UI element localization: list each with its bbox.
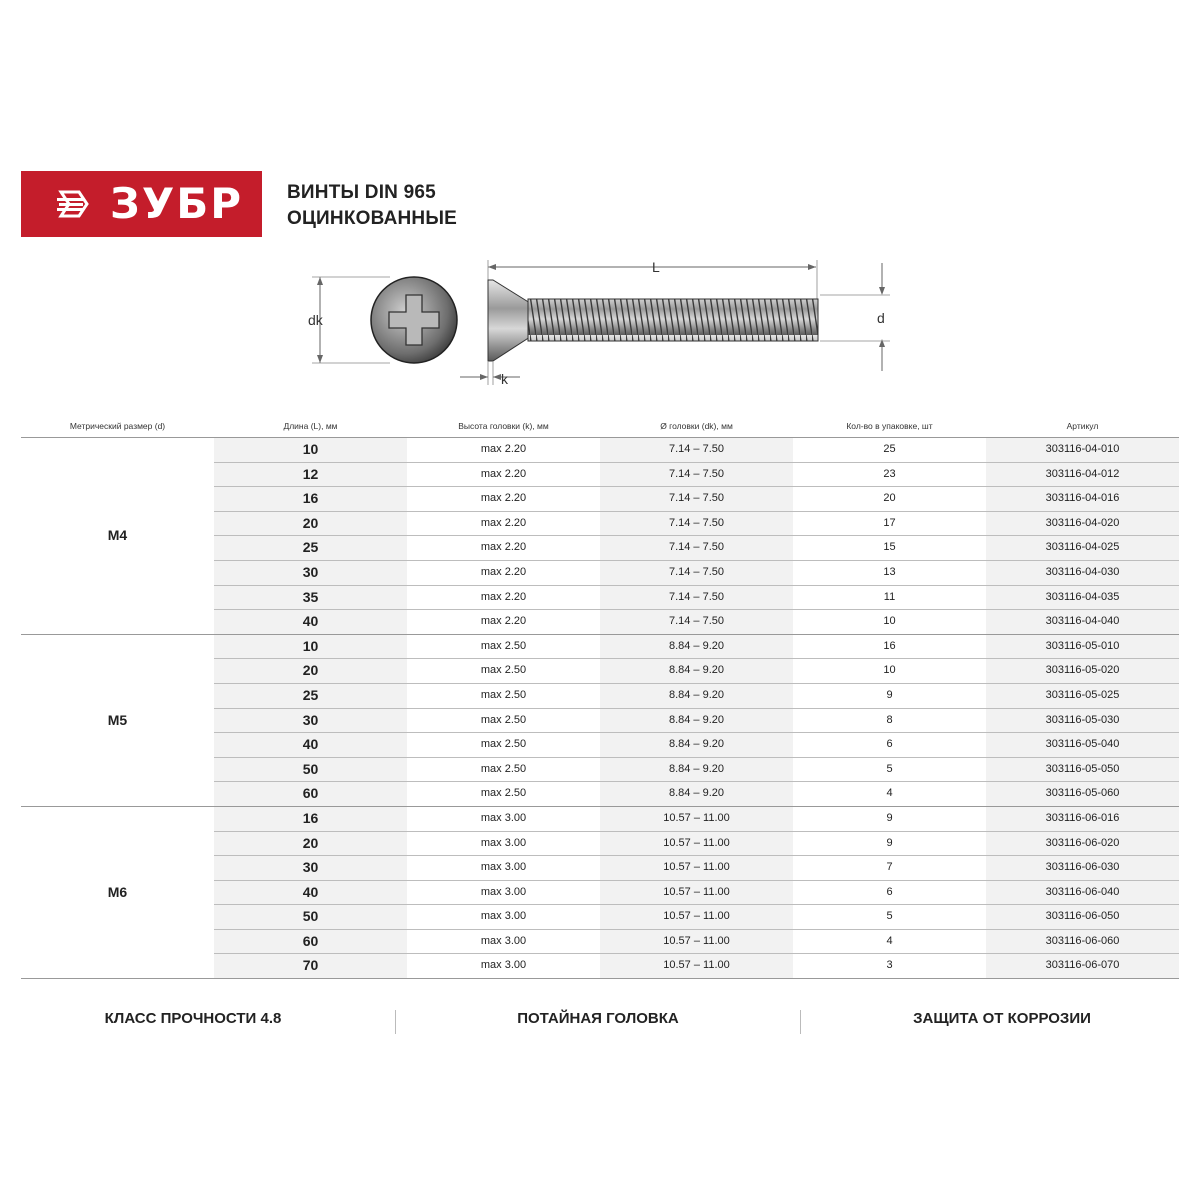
pack-quantity-cell: 6 (793, 733, 986, 758)
head-diameter-cell: 7.14 – 7.50 (600, 487, 793, 512)
article-cell: 303116-04-020 (986, 511, 1179, 536)
column-header: Метрический размер (d) (21, 415, 214, 438)
head-diameter-cell: 7.14 – 7.50 (600, 438, 793, 463)
length-cell: 30 (214, 708, 407, 733)
article-cell: 303116-06-040 (986, 880, 1179, 905)
dimension-label-head-height: k (501, 371, 508, 387)
head-height-cell: max 3.00 (407, 905, 600, 930)
head-diameter-cell: 7.14 – 7.50 (600, 560, 793, 585)
pack-quantity-cell: 4 (793, 782, 986, 807)
length-cell: 35 (214, 585, 407, 610)
head-diameter-cell: 10.57 – 11.00 (600, 806, 793, 831)
head-height-cell: max 2.50 (407, 733, 600, 758)
pack-quantity-cell: 10 (793, 659, 986, 684)
length-cell: 40 (214, 733, 407, 758)
pack-quantity-cell: 11 (793, 585, 986, 610)
head-height-cell: max 3.00 (407, 929, 600, 954)
head-diameter-cell: 10.57 – 11.00 (600, 856, 793, 881)
article-cell: 303116-04-040 (986, 610, 1179, 635)
head-height-cell: max 2.20 (407, 585, 600, 610)
head-diameter-cell: 10.57 – 11.00 (600, 929, 793, 954)
article-cell: 303116-04-012 (986, 462, 1179, 487)
head-diameter-cell: 8.84 – 9.20 (600, 782, 793, 807)
article-cell: 303116-05-050 (986, 757, 1179, 782)
product-title (287, 180, 457, 232)
head-height-cell: max 3.00 (407, 856, 600, 881)
column-header: Кол-во в упаковке, шт (793, 415, 986, 438)
head-height-cell: max 2.20 (407, 610, 600, 635)
head-diameter-cell: 8.84 – 9.20 (600, 634, 793, 659)
feature-corrosion-protection: ЗАЩИТА ОТ КОРРОЗИИ (913, 1010, 1091, 1027)
length-cell: 40 (214, 610, 407, 635)
head-height-cell: max 2.50 (407, 634, 600, 659)
length-cell: 60 (214, 782, 407, 807)
length-cell: 16 (214, 487, 407, 512)
pack-quantity-cell: 3 (793, 954, 986, 979)
length-cell: 10 (214, 438, 407, 463)
article-cell: 303116-04-016 (986, 487, 1179, 512)
head-height-cell: max 2.20 (407, 438, 600, 463)
article-cell: 303116-04-035 (986, 585, 1179, 610)
length-cell: 16 (214, 806, 407, 831)
pack-quantity-cell: 4 (793, 929, 986, 954)
pack-quantity-cell: 6 (793, 880, 986, 905)
feature-strip (0, 1010, 1200, 1036)
feature-strength-class: КЛАСС ПРОЧНОСТИ 4.8 (104, 1010, 282, 1027)
head-height-cell: max 3.00 (407, 806, 600, 831)
feature-divider (395, 1010, 396, 1034)
screw-drawing (290, 255, 910, 395)
head-diameter-cell: 10.57 – 11.00 (600, 880, 793, 905)
head-diameter-cell: 8.84 – 9.20 (600, 708, 793, 733)
article-cell: 303116-06-060 (986, 929, 1179, 954)
screw-diagram (290, 255, 910, 395)
head-diameter-cell: 8.84 – 9.20 (600, 733, 793, 758)
pack-quantity-cell: 9 (793, 683, 986, 708)
pack-quantity-cell: 5 (793, 905, 986, 930)
pack-quantity-cell: 9 (793, 831, 986, 856)
article-cell: 303116-06-016 (986, 806, 1179, 831)
article-cell: 303116-06-070 (986, 954, 1179, 979)
article-cell: 303116-05-020 (986, 659, 1179, 684)
head-diameter-cell: 7.14 – 7.50 (600, 462, 793, 487)
table-row (21, 438, 1179, 463)
pack-quantity-cell: 20 (793, 487, 986, 512)
head-diameter-cell: 8.84 – 9.20 (600, 683, 793, 708)
metric-size-cell: M6 (21, 806, 214, 978)
length-cell: 20 (214, 659, 407, 684)
brand-name: ЗУБР (110, 179, 244, 228)
dimension-label-length: L (652, 259, 660, 275)
product-title-line1: ВИНТЫ DIN 965 (287, 182, 436, 203)
article-cell: 303116-06-050 (986, 905, 1179, 930)
article-cell: 303116-05-040 (986, 733, 1179, 758)
article-cell: 303116-06-030 (986, 856, 1179, 881)
table-row (21, 806, 1179, 831)
head-diameter-cell: 8.84 – 9.20 (600, 757, 793, 782)
length-cell: 12 (214, 462, 407, 487)
pack-quantity-cell: 13 (793, 560, 986, 585)
length-cell: 25 (214, 536, 407, 561)
head-diameter-cell: 7.14 – 7.50 (600, 536, 793, 561)
head-diameter-cell: 7.14 – 7.50 (600, 585, 793, 610)
head-height-cell: max 2.50 (407, 683, 600, 708)
column-header: Длина (L), мм (214, 415, 407, 438)
head-height-cell: max 2.50 (407, 708, 600, 733)
article-cell: 303116-05-025 (986, 683, 1179, 708)
feature-divider (800, 1010, 801, 1034)
pack-quantity-cell: 9 (793, 806, 986, 831)
pack-quantity-cell: 5 (793, 757, 986, 782)
table-header-row (21, 415, 1179, 438)
length-cell: 25 (214, 683, 407, 708)
length-cell: 20 (214, 831, 407, 856)
head-height-cell: max 2.20 (407, 560, 600, 585)
length-cell: 40 (214, 880, 407, 905)
article-cell: 303116-04-030 (986, 560, 1179, 585)
article-cell: 303116-05-030 (986, 708, 1179, 733)
length-cell: 60 (214, 929, 407, 954)
dimension-label-head-diameter: dk (308, 312, 323, 328)
head-height-cell: max 2.50 (407, 659, 600, 684)
head-height-cell: max 3.00 (407, 954, 600, 979)
length-cell: 30 (214, 560, 407, 585)
brand-emblem-icon (57, 188, 103, 220)
article-cell: 303116-05-010 (986, 634, 1179, 659)
dimension-label-diameter: d (877, 310, 885, 326)
pack-quantity-cell: 10 (793, 610, 986, 635)
brand-logo (21, 171, 262, 237)
head-diameter-cell: 10.57 – 11.00 (600, 905, 793, 930)
pack-quantity-cell: 15 (793, 536, 986, 561)
head-height-cell: max 2.50 (407, 782, 600, 807)
pack-quantity-cell: 7 (793, 856, 986, 881)
feature-countersunk-head: ПОТАЙНАЯ ГОЛОВКА (517, 1010, 679, 1027)
length-cell: 10 (214, 634, 407, 659)
length-cell: 20 (214, 511, 407, 536)
column-header: Высота головки (k), мм (407, 415, 600, 438)
pack-quantity-cell: 17 (793, 511, 986, 536)
spec-table (21, 415, 1179, 979)
head-height-cell: max 3.00 (407, 880, 600, 905)
head-height-cell: max 2.20 (407, 487, 600, 512)
head-height-cell: max 2.20 (407, 462, 600, 487)
product-title-line2: ОЦИНКОВАННЫЕ (287, 208, 458, 229)
pack-quantity-cell: 25 (793, 438, 986, 463)
head-diameter-cell: 7.14 – 7.50 (600, 511, 793, 536)
table-row (21, 634, 1179, 659)
head-height-cell: max 2.20 (407, 536, 600, 561)
pack-quantity-cell: 16 (793, 634, 986, 659)
metric-size-cell: M4 (21, 438, 214, 635)
length-cell: 50 (214, 905, 407, 930)
column-header: Артикул (986, 415, 1179, 438)
head-diameter-cell: 10.57 – 11.00 (600, 954, 793, 979)
pack-quantity-cell: 8 (793, 708, 986, 733)
head-diameter-cell: 7.14 – 7.50 (600, 610, 793, 635)
column-header: Ø головки (dk), мм (600, 415, 793, 438)
metric-size-cell: M5 (21, 634, 214, 806)
length-cell: 70 (214, 954, 407, 979)
head-diameter-cell: 8.84 – 9.20 (600, 659, 793, 684)
pack-quantity-cell: 23 (793, 462, 986, 487)
head-height-cell: max 2.20 (407, 511, 600, 536)
article-cell: 303116-06-020 (986, 831, 1179, 856)
length-cell: 50 (214, 757, 407, 782)
head-height-cell: max 3.00 (407, 831, 600, 856)
article-cell: 303116-05-060 (986, 782, 1179, 807)
article-cell: 303116-04-010 (986, 438, 1179, 463)
article-cell: 303116-04-025 (986, 536, 1179, 561)
length-cell: 30 (214, 856, 407, 881)
head-diameter-cell: 10.57 – 11.00 (600, 831, 793, 856)
head-height-cell: max 2.50 (407, 757, 600, 782)
